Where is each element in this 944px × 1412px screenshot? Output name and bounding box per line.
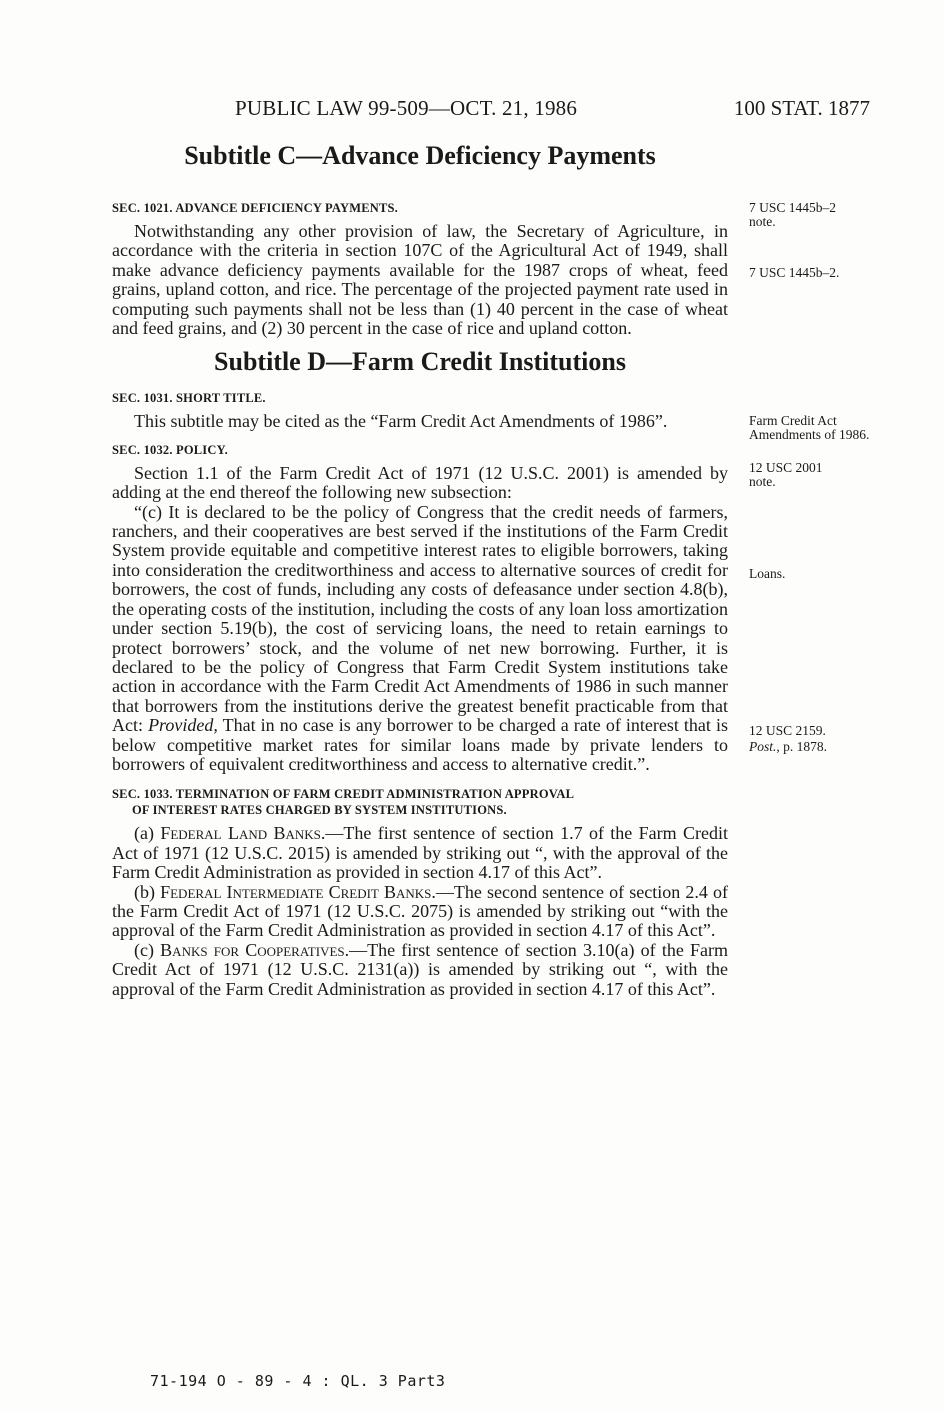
margin-note-3: Farm Credit Act Amendments of 1986. [749, 413, 870, 442]
caption-federal-land-banks: Federal Land Banks [160, 823, 321, 844]
sec-1031-text: This subtitle may be cited as the “Farm Credit Act Amendments of 1986”. [134, 411, 668, 432]
provided-italic: Provided, [148, 715, 218, 736]
law-title: PUBLIC LAW 99-509—OCT. 21, 1986 [235, 96, 578, 120]
sec-1032-heading: SEC. 1032. POLICY. [112, 442, 229, 457]
margin-note-4: 12 USC 2001 note. [749, 460, 823, 489]
sec-1031-heading: SEC. 1031. SHORT TITLE. [112, 391, 266, 406]
sec-1032-text: Section 1.1 of the Farm Credit Act of 1971 (12 U.S.C. 2001) is amended by adding at the end thereof the following new subsection: [112, 462, 728, 503]
margin-note-2: 7 USC 1445b–2. [749, 265, 840, 280]
margin-note-1: 7 USC 1445b–2 note. [749, 200, 837, 229]
sec-1033-heading: SEC. 1033. TERMINATION OF FARM CREDIT ADMINISTRATION APPROVAL OF INTEREST RATES CHARGED BY SYSTEM INSTITUTIONS. [112, 787, 575, 818]
stat-reference: 100 STAT. 1877 [733, 96, 870, 120]
sec-1021-heading: SEC. 1021. ADVANCE DEFICIENCY PAYMENTS. [112, 201, 398, 215]
main-text [112, 140, 728, 999]
running-header [235, 96, 870, 124]
margin-note-7: Post., p. 1878. [749, 739, 828, 754]
subtitle-c-heading: Subtitle C—Advance Deficiency Payments [184, 141, 656, 170]
margin-note-5: Loans. [749, 566, 786, 581]
caption-banks-for-cooperatives: Banks for Cooperatives [160, 939, 345, 960]
sec-1033-paragraph-a: (a) Federal Land Banks.—The first sentence of section 1.7 of the Farm Credit Act of 1971 (12 U.S.C. 2015) is amended by striking out “, with the approval of the Farm Credit Administration as provided in section 4.17 of this Act”. [112, 823, 728, 883]
sec-1033-paragraph-b: (b) Federal Intermediate Credit Banks.—The second sentence of section 2.4 of the Farm Credit Act of 1971 (12 U.S.C. 2075) is amended by striking out “with the approval of the Farm Credit Administration as provided in section 4.17 of this Act”. [112, 881, 728, 941]
subsection-c-main: “(c) It is declared to be the policy of Congress that the credit needs of farmers, ranchers, and their cooperatives are best served if the institutions of the Farm Credit System provide equitable and competitive interest rates to eligible borrowers, taking into consideration the creditworthiness and access to alternative sources of credit for borrowers, the cost of funds, including any costs of defeasance under section 4.8(b), the operating costs of the institution, including the costs of any loan loss amortization under section 5.19(b), the cost of servicing loans, the need to retain earnings to protect borrowers’ stock, and the volume of net new borrowing. Further, it is declared to be the policy of Congress that Farm Credit System institutions take action in accordance with the Farm Credit Act Amendments of 1986 in such manner that borrowers from the institutions derive the greatest benefit practicable from that Act: [112, 501, 728, 736]
subsection-c-text [112, 503, 728, 775]
subsection-c-proviso: That in no case is any borrower to be charged a rate of interest that is below competitive market rates for similar loans made by private lenders to borrowers of equivalent creditworthiness and access to alternative credit.”. [112, 715, 728, 774]
caption-federal-intermediate-credit-banks: Federal Intermediate Credit Banks [160, 881, 432, 902]
footer-print-code: 71-194 O - 89 - 4 : QL. 3 Part3 [150, 1372, 446, 1390]
sec-1033-paragraph-c: (c) Banks for Cooperatives.—The first sentence of section 3.10(a) of the Farm Credit Act of 1971 (12 U.S.C. 2131(a)) is amended by striking out “, with the approval of the Farm Credit Administration as provided in section 4.17 of this Act”. [112, 939, 728, 999]
margin-note-6: 12 USC 2159. [749, 723, 826, 738]
subtitle-d-heading: Subtitle D—Farm Credit Institutions [214, 347, 626, 377]
sec-1021-text: Notwithstanding any other provision of law, the Secretary of Agriculture, in accordance with the criteria in section 107C of the Agricultural Act of 1949, shall make advance deficiency payments available for the 1987 crops of wheat, feed grains, upland cotton, and rice. The percentage of the projected payment rate used in computing such payments shall not be less than (1) 40 percent in the case of wheat and feed grains, and (2) 30 percent in the case of rice and upland cotton. [112, 221, 728, 339]
